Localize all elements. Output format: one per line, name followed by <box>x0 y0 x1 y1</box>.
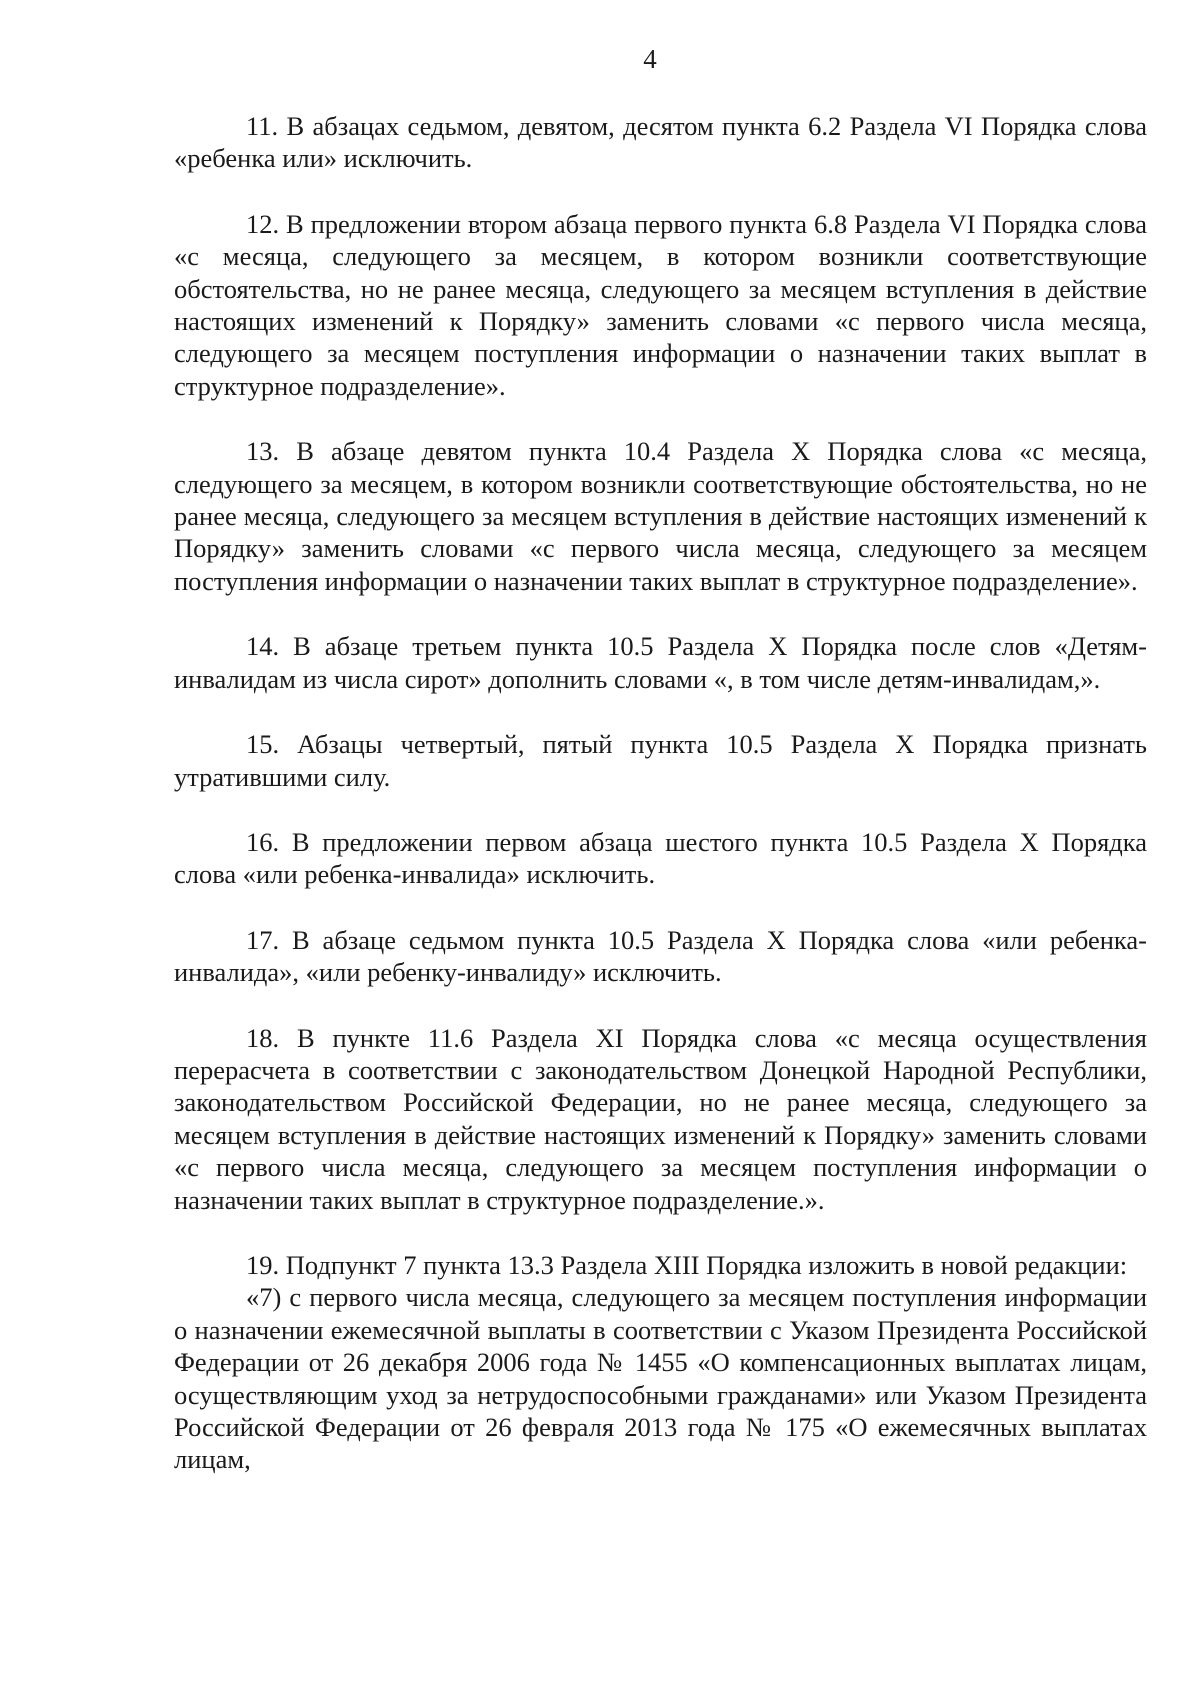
paragraph-16: 16. В предложении первом абзаца шестого пункта 10.5 Раздела X Порядка слова «или ребенка-инвалида» исключить. <box>174 826 1147 890</box>
paragraph-19: 19. Подпункт 7 пункта 13.3 Раздела XIII Порядка изложить в новой редакции: <box>246 1249 1128 1280</box>
document-body <box>174 110 1147 1476</box>
paragraph-15: 15. Абзацы четвертый, пятый пункта 10.5 Раздела X Порядка признать утратившими силу. <box>174 729 1147 792</box>
paragraph-12: 12. В предложении втором абзаца первого пункта 6.8 Раздела VI Порядка слова «с месяца, следующего за месяцем, в котором возникли соответствующие обстоятельства, но не ранее месяца, следующего за месяцем вступления в действие настоящих изменений к Порядку» заменить словами «с первого числа месяца, следующего за месяцем поступления информации о назначении таких выплат в структурное подразделение». <box>174 208 1147 401</box>
paragraph-19-quote: «7) с первого числа месяца, следующего за месяцем поступления информации о назначении ежемесячной выплаты в соответствии с Указом Президента Российской Федерации от 26 декабря 2006 года № 1455 «О компенсационных выплатах лицам, осуществляющим уход за нетрудоспособными гражданами» или Указом Президента Российской Федерации от 26 февраля 2013 года № 175 «О ежемесячных выплатах лицам, <box>174 1282 1147 1475</box>
paragraph-18: 18. В пункте 11.6 Раздела XI Порядка слова «с месяца осуществления перерасчета в соответствии с законодательством Донецкой Народной Республики, законодательством Российской Федерации, но не ранее месяца, следующего за месяцем вступления в действие настоящих изменений к Порядку» заменить словами «с первого числа месяца, следующего за месяцем поступления информации о назначении таких выплат в структурное подразделение.». <box>174 1022 1147 1215</box>
paragraph-11: 11. В абзацах седьмом, девятом, десятом пункта 6.2 Раздела VI Порядка слова «ребенка или» исключить. <box>174 111 1147 174</box>
paragraph-13: 13. В абзаце девятом пункта 10.4 Раздела X Порядка слова «с месяца, следующего за месяцем, в котором возникли соответствующие обстоятельства, но не ранее месяца, следующего за месяцем вступления в действие настоящих изменений к Порядку» заменить словами «с первого числа месяца, следующего за месяцем поступления информации о назначении таких выплат в структурное подразделение». <box>174 436 1147 596</box>
paragraph-17: 17. В абзаце седьмом пункта 10.5 Раздела X Порядка слова «или ребенка-инвалида», «или ребенку-инвалиду» исключить. <box>174 924 1147 988</box>
paragraph-14: 14. В абзаце третьем пункта 10.5 Раздела X Порядка после слов «Детям-инвалидам из числа сирот» дополнить словами «, в том числе детям-инвалидам,». <box>174 631 1147 694</box>
page-number: 4 <box>643 44 657 74</box>
